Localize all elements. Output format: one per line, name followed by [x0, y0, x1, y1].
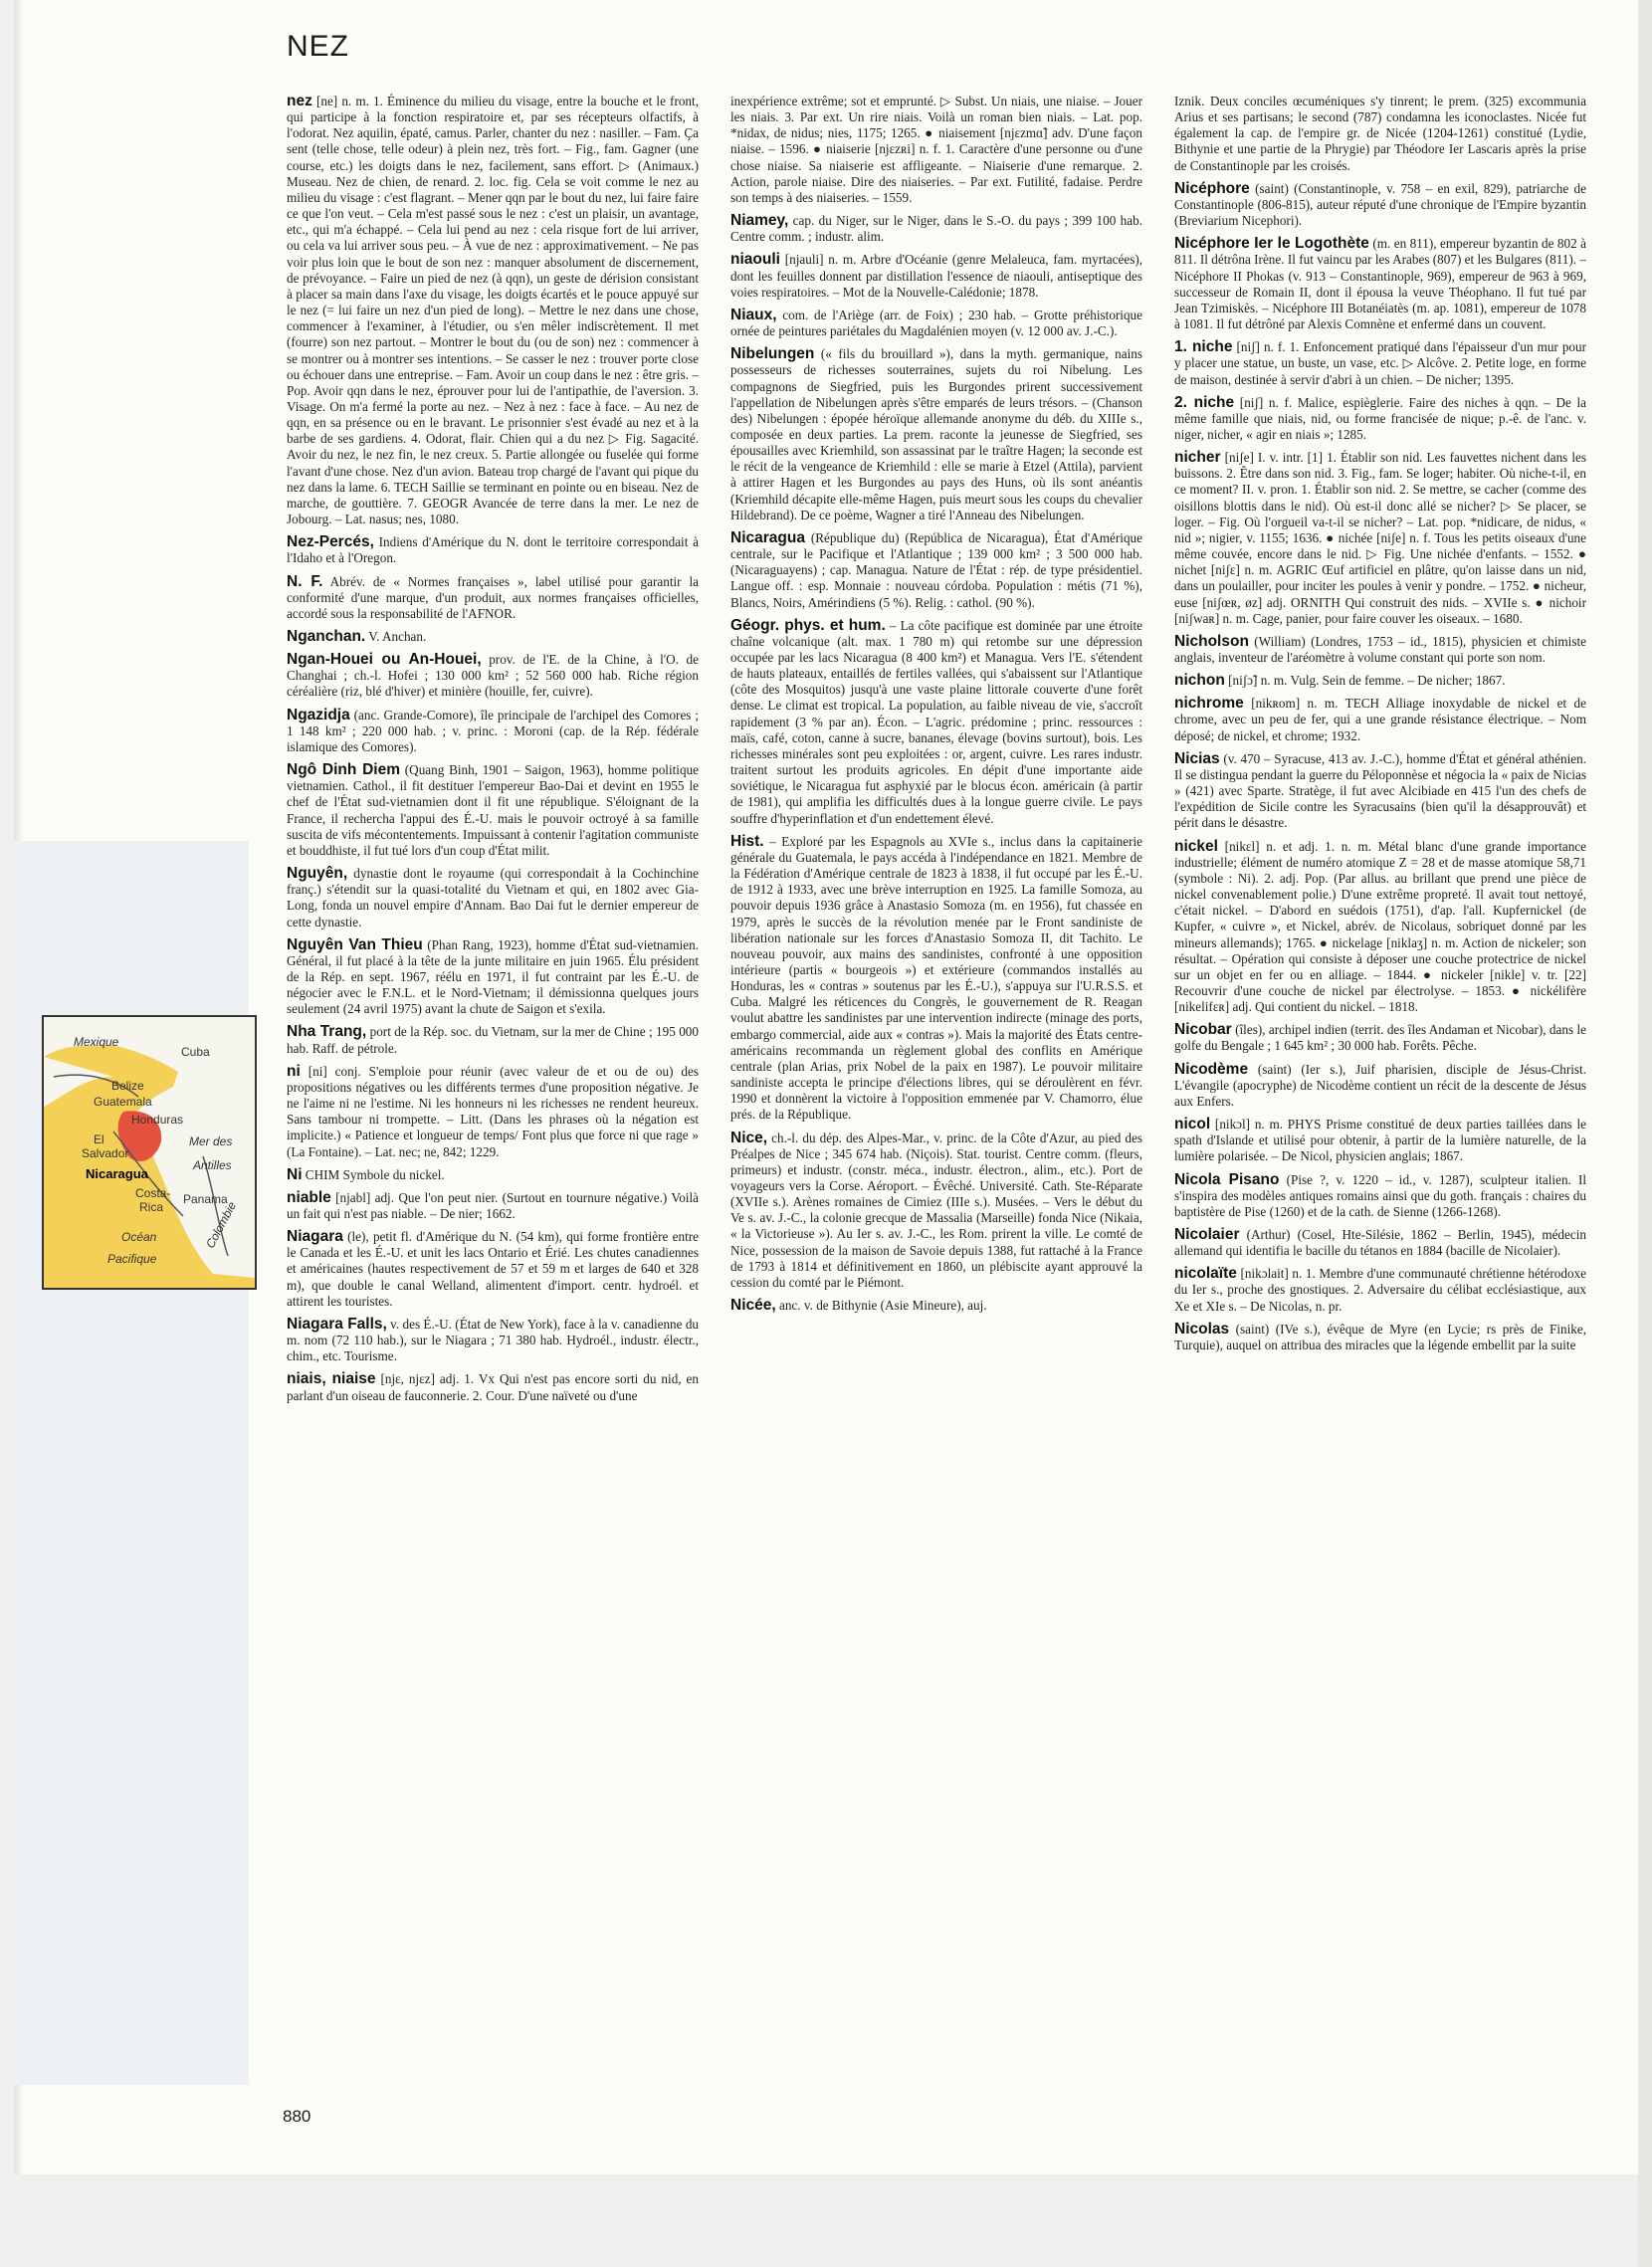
- entry-definition: [ni] conj. S'emploie pour réunir (avec valeur de et ou de ou) des propositions négatives ou les différents termes d'une proposition négative. Je ne l'aime ni ne l'estime. Ni les honneurs ni les richesses ne rendent heureux. Sans tambour ni trompette. – Litt. (Dans les phrases où la négation est implicite.) « Patience et longueur de temps/ Font plus que force ni que rage » (La Fontaine). – Lat. nec; ne, 842; 1229.: [287, 1063, 699, 1159]
- map-label-costa: Costa-: [135, 1186, 171, 1200]
- entry-definition: [niʃ] n. f. 1. Enfoncement pratiqué dans l'épaisseur d'un mur pour y placer une statue, un buste, un vase, etc. ▷ Alcôve. 2. Petite loge, en forme de maison, destinée à servir d'abri à un chien. – De nicher; 1395.: [1174, 339, 1586, 387]
- dictionary-entry: [1174, 94, 1586, 174]
- entry-definition: (saint) (Constantinople, v. 758 – en exil, 829), patriarche de Constantinople (806-815), auteur réputé d'une chronique de l'Empire byzantin (Breviarium Nicephori).: [1174, 180, 1586, 229]
- map-label-guatemala: Guatemala: [94, 1095, 152, 1109]
- entry-headword: nickel: [1174, 837, 1218, 855]
- entry-headword: niais, niaise: [287, 1370, 376, 1388]
- map-label-antilles: Antilles: [193, 1158, 232, 1172]
- map-label-salvador: Salvador: [82, 1146, 129, 1160]
- entry-definition: [nikɛl] n. et adj. 1. n. m. Métal blanc d'une grande importance industrielle; élément de numéro atomique Z = 28 et de masse atomique 58,71 (symbole : Ni). 2. adj. Pop. (Par allus. au brillant que prend une pièce de nickel convenablement polie.) D'une extrême propreté. Il avait tout nettoyé, c'était nickel. – D'abord en suédois (1751), d'ap. l'all. Kupfernickel (de Kupfer, « cuivre », et Nickel, abrév. de Nicolaus, sobriquet donné par les mineurs allemands); 1765. ● nickelage [niklaʒ] n. m. Action de nickeler; son résultat. – Opération qui consiste à déposer une couche protectrice de nickel sur un objet en fer ou en alliage. – 1844. ● nickeler [nikle] v. tr. [22] Recouvrir d'une couche de nickel par électrolyse. – 1853. ● nickélifère [nikelifɛʀ] adj. Qui contient du nickel. – 1818.: [1174, 838, 1586, 1015]
- entry-definition: (le), petit fl. d'Amérique du N. (54 km), qui forme frontière entre le Canada et les É.-U. et unit les lacs Ontario et Érié. Les chutes canadiennes et américaines (hautes respectivement de 57 et 59 m et larges de 640 et 328 m), que double le canal Welland, alimentent d'import. centr. hydroél. et attirent les touristes.: [287, 1229, 699, 1309]
- dictionary-entry: [730, 1131, 1142, 1292]
- dictionary-entry: [287, 708, 699, 755]
- column-1: [287, 94, 699, 2084]
- dictionary-entry: [287, 937, 699, 1018]
- entry-definition: [nikʀom] n. m. TECH Alliage inoxydable de nickel et de chrome, avec un peu de fer, qui a une grande résistance électrique. – Nom déposé; de nickel, et chrome; 1932.: [1174, 696, 1586, 743]
- entry-headword: Nicodème: [1174, 1060, 1249, 1078]
- entry-headword: niaouli: [730, 251, 780, 269]
- column-3: [1174, 94, 1586, 2084]
- dictionary-entry: [287, 762, 699, 859]
- page-edge: [1638, 0, 1652, 2267]
- entry-definition: CHIM Symbole du nickel.: [305, 1166, 445, 1182]
- dictionary-entry: [287, 652, 699, 700]
- entry-headword: Nha Trang,: [287, 1023, 367, 1041]
- entry-definition: v. des É.-U. (État de New York), face à la v. canadienne du m. nom (72 110 hab.), sur le Niagara ; 71 380 hab. Hydroél., industr. électr., chim., etc. Tourisme.: [287, 1316, 699, 1364]
- entry-headword: nicolaïte: [1174, 1265, 1237, 1283]
- entry-headword: Nicolas: [1174, 1320, 1230, 1338]
- page-number: 880: [283, 2107, 311, 2126]
- entry-headword: Nicéphore: [1174, 179, 1250, 197]
- dictionary-entry: [1174, 1117, 1586, 1164]
- entry-headword: Niaux,: [730, 306, 777, 323]
- dictionary-entry: [287, 1167, 699, 1183]
- entry-headword: nicol: [1174, 1116, 1211, 1134]
- entry-definition: anc. v. de Bithynie (Asie Mineure), auj.: [778, 1298, 987, 1314]
- entry-definition: [njauli] n. m. Arbre d'Océanie (genre Melaleuca, fam. myrtacées), dont les feuilles donnent par distillation l'essence de niaouli, antiseptique des voies respiratoires. – Mot de la Nouvelle-Calédonie; 1878.: [730, 252, 1142, 300]
- entry-headword: Niamey,: [730, 212, 789, 230]
- entry-definition: V. Anchan.: [368, 629, 427, 644]
- entry-headword: Hist.: [730, 832, 764, 850]
- entry-headword: nez: [287, 94, 312, 109]
- dictionary-entry: [730, 252, 1142, 300]
- entry-headword: Niagara: [287, 1228, 343, 1246]
- entry-definition: (m. en 811), empereur byzantin de 802 à 811. Il détrôna Irène. Il fut vaincu par les Arabes (807) et les Bulgares (811). – Nicéphore II Phokas (v. 913 – Constantinople, 969), empereur de 963 à 969, successeur de Romain II, dont il épousa la veuve Théophano. Il fut tué par Jean Tzimiskès. – Nicéphore III Botanéiatès (m. ap. 1081), empereur de 1078 à 1081. Il fut détrôné par Alexis Comnène et enfermé dans un couvent.: [1174, 236, 1586, 332]
- dictionary-entry: [287, 574, 699, 622]
- entry-definition: (Pise ?, v. 1220 – id., v. 1287), sculpteur italien. Il s'inspira des modèles antiques romains ainsi que du goth. français : chaires du baptistère de Pise (1260) et de la cath. de Sienne (1266-1268).: [1174, 1171, 1586, 1219]
- entry-headword: Géogr. phys. et hum.: [730, 616, 886, 634]
- entry-definition: cap. du Niger, sur le Niger, dans le S.-O. du pays ; 399 100 hab. Centre comm. ; industr. alim.: [730, 213, 1142, 245]
- entry-definition: (saint) (IVe s.), évêque de Myre (en Lycie; rs près de Finike, Turquie), auquel on attribua des miracles que la légende embellit par la suite: [1174, 1321, 1586, 1352]
- entry-definition: [nikɔlait] n. 1. Membre d'une communauté chrétienne hétérodoxe du Ier s., proche des gnostiques. 2. Adversaire du célibat ecclésiastique, aux Xe et XIe s. – De Nicolas, n. pr.: [1174, 1266, 1586, 1314]
- page-header: NEZ: [287, 30, 349, 63]
- entry-headword: Nicaragua: [730, 528, 805, 546]
- dictionary-entry: [1174, 751, 1586, 832]
- map-label-honduras: Honduras: [131, 1113, 184, 1127]
- dictionary-entry: [287, 1317, 699, 1364]
- map-label-panama: Panama: [183, 1192, 228, 1206]
- entry-definition: inexpérience extrême; sot et emprunté. ▷ Subst. Un niais, une niaise. – Jouer les niais. 3. Par ext. Un rire niais. Voilà un roman bien niais. – Lat. pop. *nidax, de nidus; nies, 1175; 1265. ● niaisement [njɛzmɑ̃] adv. D'une façon niaise. – 1596. ● niaiserie [njɛzʀi] n. f. 1. Caractère d'une personne ou d'une chose niaise. Sa niaiserie est affligeante. – Niaiserie d'une remarque. 2. Action, parole niaise. Dire des niaiseries. – Par ext. Futilité, fadaise. Perdre son temps à des niaiseries. – 1559.: [730, 94, 1142, 205]
- entry-definition: [ne] n. m. 1. Éminence du milieu du visage, entre la bouche et le front, qui participe à la fonction respiratoire et, par ses récepteurs olfactifs, à l'odorat. Nez aquilin, épaté, camus. Parler, chanter du nez : nasiller. – Fam. Ça sent (telle chose, telle odeur) à plein nez, très fort. – Fig., fam. Gagner (une course, etc.) les doigts dans le nez, facilement, sans effort. ▷ (Animaux.) Museau. Nez de chien, de renard. 2. loc. fig. Cela se voit comme le nez au milieu du visage : c'est flagrant. – Mener qqn par le bout du nez, lui faire faire ce que l'on veut. – Cela m'est passé sous le nez : c'est un plaisir, un avantage, etc., qui m'a échappé. – Cela lui pend au nez : cela risque fort de lui arriver, ou cela va lui arriver sous peu. – À vue de nez : approximativement. – Ne pas voir plus loin que le bout de son nez : manquer absolument de discernement, de prévoyance. – Faire un pied de nez (à qqn), un geste de dérision consistant à placer sa main dans l'axe du visage, les doigts écartés et le pouce appuyé sur le nez (= lui faire un nez d'un pied de long). – Mettre le nez dans une chose, commencer à l'examiner, à l'étudier, ou s'en mêler indiscrètement. Il met (fourre) son nez partout. – Montrer le bout du (ou de son) nez : commencer à se montrer ou à montrer ses intentions. – Se casser le nez : trouver porte close ou échouer dans une entreprise. – Fam. Avoir un coup dans le nez : être gris. – Pop. Avoir qqn dans le nez, éprouver pour lui de l'antipathie, de l'aversion. 3. Visage. On m'a fermé la porte au nez. – Nez à nez : face à face. – Au nez de qqn, en sa présence ou en le bravant. Le prisonnier s'est évadé au nez et à la barbe de ses gardiens. 4. Odorat, flair. Chien qui a du nez ▷ Fig. Sagacité. Avoir du nez, le nez fin, le nez creux. 5. Partie allongée ou fuselée qui forme l'avant d'une chose. Nez d'un avion. Bateau trop chargé de l'avant qui pique du nez dans la lame. 6. TECH Saillie se terminant en pointe ou en biseau. Nez de marche, de gouttière. 7. GEOGR Avancée de terre dans la mer. Le nez de Jobourg. – Lat. nasus; nes, 1080.: [287, 94, 699, 527]
- entry-headword: 2. niche: [1174, 393, 1235, 411]
- dictionary-entry: [1174, 1227, 1586, 1259]
- entry-headword: Nicée,: [730, 1297, 776, 1315]
- dictionary-entry: [1174, 634, 1586, 666]
- dictionary-entry: [730, 618, 1142, 827]
- entry-definition: (République du) (República de Nicaragua), État d'Amérique centrale, sur le Pacifique et l'Atlantique ; 139 000 km² ; 3 500 000 hab. (Nicaraguayens) ; cap. Managua. Nature de l'État : rép. de type présidentiel. Langue off. : esp. Monnaie : nouveau córdoba. Population : métis (71 %), Blancs, Noirs, Amérindiens (5 %). Relig. : cathol. (90 %).: [730, 529, 1142, 610]
- entry-definition: – Exploré par les Espagnols au XVIe s., inclus dans la capitainerie générale du Guatemala, le pays accéda à l'indépendance en 1821. Membre de la Fédération d'Amérique centrale de 1823 à 1838, il fut occupé par les É.-U. de 1912 à 1933, avec une brève interruption en 1925. La famille Somoza, au pouvoir depuis 1936 grâce à Anastasio Somoza (m. en 1956), fut chassée en 1979, après le succès de la révolution menée par le Front sandiniste de libération nationale sur les forces d'Anastasio Somoza II, dit Tachito. Le nouveau pouvoir, aux mains des sandinistes, confronté à une opposition intérieure (partis « bourgeois ») et extérieure (commandos installés au Honduras, les « contras » soutenus par les É.-U.), s'appuya sur l'U.R.S.S. et Cuba. Malgré les réticences du Congrès, le gouvernement de R. Reagan voulut abattre les sandinistes par une intervention indirecte (minage des ports, embargo commercial, aide aux « contras »). Mais la majorité des États centre-américains recommanda un règlement global des conflits en Amérique centrale (plan Arias, prix Nobel de la paix en 1987). Le pouvoir militaire sandiniste accepta le principe d'élections libres, qui se déroulèrent en févr. 1990 et donnèrent la victoire à l'opposition emmenée par V. Chamorro, élue prés. de la République.: [730, 833, 1142, 1123]
- entry-headword: Nez-Percés,: [287, 533, 374, 551]
- entry-headword: Nicobar: [1174, 1021, 1232, 1039]
- dictionary-entry: [1174, 1022, 1586, 1054]
- entry-headword: Nibelungen: [730, 345, 815, 363]
- dictionary-entry: [1174, 1266, 1586, 1314]
- entry-headword: N. F.: [287, 572, 323, 590]
- map-label-pacifique: Pacifique: [107, 1252, 157, 1266]
- dictionary-entry: [287, 866, 699, 930]
- entry-headword: Niagara Falls,: [287, 1315, 387, 1333]
- entry-headword: Nicéphore Ier le Logothète: [1174, 235, 1369, 253]
- dictionary-entry: [287, 1371, 699, 1403]
- dictionary-entry: [287, 1064, 699, 1160]
- dictionary-entry: [730, 213, 1142, 245]
- map-shapes: [44, 1017, 255, 1288]
- entry-definition: (îles), archipel indien (territ. des îles Andaman et Nicobar), dans le golfe du Bengale ; 1 645 km² ; 30 000 hab. Forêts. Pêche.: [1174, 1022, 1586, 1054]
- entry-headword: ni: [287, 1062, 301, 1080]
- entry-headword: Nguyên,: [287, 865, 348, 883]
- dictionary-entry: [1174, 395, 1586, 443]
- dictionary-entry: [287, 94, 699, 527]
- entry-definition: [njabl] adj. Que l'on peut nier. (Surtout en tournure négative.) Voilà un fait qui n'est pas niable. – De nier; 1662.: [287, 1189, 699, 1221]
- dictionary-entry: [730, 308, 1142, 339]
- dictionary-entry: [730, 346, 1142, 523]
- entry-definition: – La côte pacifique est dominée par une étroite chaîne volcanique (alt. max. 1 780 m) qui retombe sur une dépression occupée par les lacs Nicaragua (8 400 km²) et Managua. Vers l'E. s'étendent de hauts plateaux, entaillés de fertiles vallées, qui s'abaissent sur l'Atlantique (côte des Mosquitos) jusqu'à une vaste plaine littorale couverte d'une forêt dense. Le climat est tropical. La population, au faible niveau de vie, s'accroît rapidement (3 % par an). Écon. – L'agric. prédomine ; princ. ressources : maïs, café, coton, canne à sucre, bananes, élevage (bovins surtout), bois. Les richesses minérales sont peu exploitées : or, argent, cuivre. Les rares industr. traitent surtout les produits agricoles. En dépit d'une importante aide soviétique, le Nicaragua fut asphyxié par le blocus écon. américain (à partir de 1981), qui amplifia les difficultés dues à la longue guerre civile. Le pays souffre d'hyperinflation et d'un endettement élevé.: [730, 617, 1142, 826]
- entry-definition: Abrév. de « Normes françaises », label utilisé pour garantir la conformité d'une marque, d'un produit, aux normes françaises officielles, accordé sous la responsabilité de l'AFNOR.: [287, 573, 699, 621]
- entry-definition: (Arthur) (Cosel, Hte-Silésie, 1862 – Berlin, 1945), médecin allemand qui identifia le bacille du tétanos en 1884 (bacille de Nicolaier).: [1174, 1227, 1586, 1259]
- entry-headword: Ngazidja: [287, 706, 350, 723]
- map-label-rica: Rica: [139, 1200, 164, 1214]
- entry-definition: (Quang Binh, 1901 – Saigon, 1963), homme politique vietnamien. Cathol., il fit destituer l'empereur Bao-Dai et devint en 1955 le chef de l'État sud-vietnamien dont il fit une république. S'éloignant de la France, il rechercha l'appui des É.-U. mais le pouvoir octroyé à sa famille suscita de vifs mécontentements. Impuissant à contenir l'agitation communiste et bouddhiste, il fut tué lors d'un coup d'État milit.: [287, 762, 699, 858]
- map-label-ocean: Océan: [121, 1230, 157, 1244]
- entry-headword: Nganchan.: [287, 628, 366, 645]
- entry-definition: (anc. Grande-Comore), île principale de l'archipel des Comores ; 1 148 km² ; 220 000 hab. ; v. princ. : Moroni (cap. de la Rép. fédérale islamique des Comores).: [287, 707, 699, 754]
- dictionary-entry: [287, 1229, 699, 1310]
- dictionary-entry: [1174, 1322, 1586, 1353]
- dictionary-entry: [730, 94, 1142, 206]
- entry-definition: [njɛ, njɛz] adj. 1. Vx Qui n'est pas encore sorti du nid, en parlant d'un oiseau de fauconnerie. 2. Cour. D'une naïveté ou d'une: [287, 1371, 699, 1403]
- entry-headword: Nicola Pisano: [1174, 1170, 1280, 1188]
- entry-headword: Nice,: [730, 1129, 768, 1146]
- entry-definition: (Phan Rang, 1923), homme d'État sud-vietnamien. Général, il fut placé à la tête de la junte militaire en juin 1965. Élu président de la Rép. en sept. 1967, réélu en 1971, il fut contraint par les É.-U. de négocier avec le F.N.L. et le Nord-Vietnam; il démissionna quelques jours seulement (24 avril 1975) avant la chute de Saigon et s'exila.: [287, 936, 699, 1017]
- entry-definition: Iznik. Deux conciles œcuméniques s'y tinrent; le prem. (325) excommunia Arius et ses partisans; le second (787) condamna les iconoclastes. Nicée fut également la cap. de l'empire gr. de Nicée (1204-1261) constitué (Lydie, Bithynie et une partie de la Phrygie) par Théodore Ier Lascaris après la prise de Constantinople par les croisés.: [1174, 94, 1586, 173]
- entry-headword: Nguyên Van Thieu: [287, 935, 423, 953]
- entry-definition: [niʃɔ̃] n. m. Vulg. Sein de femme. – De nicher; 1867.: [1228, 673, 1506, 689]
- column-2: [730, 94, 1142, 2084]
- nicaragua-map: [42, 1015, 257, 1290]
- dictionary-entry: [1174, 1062, 1586, 1110]
- dictionary-entry: [1174, 339, 1586, 387]
- dictionary-entry: [1174, 450, 1586, 627]
- map-label-mer-des: Mer des: [189, 1134, 233, 1148]
- entry-definition: [niʃ] n. f. Malice, espièglerie. Faire des niches à qqn. – De la même famille que niais, nid, ou forme francisée de nique; p.-ê. de l'anc. v. niger, nicher, « agir en niais »; 1285.: [1174, 394, 1586, 442]
- map-label-belize: Belize: [111, 1079, 144, 1093]
- map-label-nicaragua: Nicaragua: [86, 1166, 148, 1181]
- entry-headword: nicher: [1174, 449, 1221, 467]
- entry-definition: (« fils du brouillard »), dans la myth. germanique, nains possesseurs de richesses souterraines, sujets du roi Nibelung. Les compagnons de Siegfried, puis les Burgondes prirent successivement l'appellation de Nibelungen après s'être emparés de leurs trésors. – (Chanson des) Nibelungen : épopée héroïque allemande anonyme du déb. du XIIIe s., composée en deux parties. La prem. raconte la jeunesse de Siegfried, ses épousailles avec Kriemhild, son assassinat par le traître Hagen; la seconde est le récit de la vengeance de Kriemhild : elle se marie à Etzel (Attila), parvient à attirer Hagen et les Burgondes au pays des Huns, où ils sont anéantis (Kriemhild décapite elle-même Hagen, puis meurt sous les coups du chevalier Hildebrand). De ce poème, Wagner a tiré l'Anneau des Nibelungen.: [730, 346, 1142, 522]
- entry-definition: port de la Rép. soc. du Vietnam, sur la mer de Chine ; 195 000 hab. Raff. de pétrole.: [287, 1024, 699, 1056]
- dictionary-entry: [287, 1024, 699, 1056]
- dictionary-entry: [730, 1298, 1142, 1314]
- entry-headword: nichrome: [1174, 695, 1244, 713]
- dictionary-entry: [1174, 673, 1586, 689]
- entry-headword: Ngan-Houei ou An-Houei,: [287, 651, 482, 669]
- entry-definition: com. de l'Ariège (arr. de Foix) ; 230 hab. – Grotte préhistorique ornée de peintures pariétales du Magdalénien moyen (v. 12 000 av. J.-C.).: [730, 307, 1142, 339]
- entry-definition: prov. de l'E. de la Chine, à l'O. de Changhai ; ch.-l. Hofei ; 130 000 km² ; 52 560 000 hab. Riche région céréalière (riz, blé d'hiver) et minière (houille, fer, cuivre).: [287, 652, 699, 700]
- entry-headword: Nicias: [1174, 749, 1220, 767]
- dictionary-entry: [730, 530, 1142, 611]
- entry-headword: 1. niche: [1174, 338, 1233, 356]
- entry-headword: niable: [287, 1188, 331, 1206]
- dictionary-entry: [730, 834, 1142, 1124]
- dictionary-entry: [1174, 696, 1586, 743]
- map-label-el: El: [94, 1133, 104, 1146]
- entry-definition: ch.-l. du dép. des Alpes-Mar., v. princ. de la Côte d'Azur, au pied des Préalpes de Nice ; 345 674 hab. (Niçois). Stat. tourist. Centre comm. (fleurs, primeurs) et industr. (constr. méca., industr. électron., alim., etc.). Port de voyageurs vers la Corse. Aéroport. – Évêché. Université. Cath. Ste-Réparate (XVIIe s.). Arènes romaines de Cimiez (IIIe s.). Musées. – Vers le début du Ve s. av. J.-C., la colonie grecque de Massalia (Marseille) fonda Nice (Nikaia, « la Victorieuse »). Au Ier s. av. J.-C., les Rom. prirent la ville. Le comté de Nice, possession de la maison de Savoie depuis 1388, fut rattaché à la France de 1793 à 1814 et définitivement en 1860, un plébiscite ayant approuvé la cession du comté par le Piémont.: [730, 1130, 1142, 1290]
- dictionary-entry: [1174, 839, 1586, 1016]
- entry-headword: Nicholson: [1174, 632, 1249, 650]
- dictionary-entry: [287, 534, 699, 566]
- entry-definition: (William) (Londres, 1753 – id., 1815), physicien et chimiste anglais, inventeur de l'aréomètre à volume constant qui porte son nom.: [1174, 633, 1586, 665]
- dictionary-entry: [287, 629, 699, 645]
- dictionary-entry: [1174, 236, 1586, 332]
- entry-definition: Indiens d'Amérique du N. dont le territoire correspondait à l'Idaho et à l'Oregon.: [287, 534, 699, 566]
- entry-definition: dynastie dont le royaume (qui correspondait à la Cochinchine franç.) s'étendit sur la quasi-totalité du Vietnam et qui, en 1802 avec Gia-Long, fonda un nouvel empire d'Annam. Bao Dai fut le dernier empereur de cette dynastie.: [287, 866, 699, 929]
- entry-definition: (v. 470 – Syracuse, 413 av. J.-C.), homme d'État et général athénien. Il se distingua pendant la guerre du Péloponnèse et négocia la « paix de Nicias » (421) avec Sparte. Stratège, il fut avec Alcibiade en 415 l'un des chefs de l'expédition de Sicile contre les Syracusains (bien qu'il la désapprouvât) et périt dans le désastre.: [1174, 750, 1586, 831]
- entry-definition: (saint) (Ier s.), Juif pharisien, disciple de Jésus-Christ. L'évangile (apocryphe) de Nicodème contient un récit de la descente de Jésus aux Enfers.: [1174, 1061, 1586, 1109]
- dictionary-entry: [1174, 1172, 1586, 1220]
- entry-definition: [niʃe] I. v. intr. [1] 1. Établir son nid. Les fauvettes nichent dans les buissons. 2. Être dans son nid. 3. Fig., fam. Se loger; habiter. Où niche-t-il, en ce moment? II. v. pron. 1. Établir son nid. 2. Se mettre, se cacher (comme des oisillons blottis dans le nid). Où est-il donc allé se nicher? ▷ Se placer, se loger. – Fig. Où l'orgueil va-t-il se nicher? – Lat. pop. *nidicare, de nidus, « nid »; nigier, v. 1155; 1636. ● nichée [niʃe] n. f. Tous les petits oiseaux d'une même couvée, encore dans le nid. ▷ Fig. Une nichée d'enfants. – 1552. ● nichet [niʃɛ] n. m. AGRIC Œuf artificiel en plâtre, qu'on laisse dans un nid, dans un poulailler, pour inciter les poules à venir y pondre. – 1752. ● nicheur, euse [niʃœʀ, øz] adj. ORNITH Qui construit des nids. – XVIIe s. ● nichoir [niʃwaʀ] n. m. Cage, panier, pour faire couver les oiseaux. – 1680.: [1174, 450, 1586, 626]
- entry-headword: nichon: [1174, 672, 1225, 690]
- map-label-mexique: Mexique: [74, 1035, 119, 1049]
- map-label-cuba: Cuba: [181, 1045, 210, 1059]
- dictionary-entry: [287, 1190, 699, 1222]
- entry-headword: Ngô Dinh Diem: [287, 761, 401, 779]
- entry-headword: Nicolaier: [1174, 1226, 1240, 1243]
- entry-definition: [nikɔl] n. m. PHYS Prisme constitué de deux parties taillées dans le spath d'Islande et utilisé pour obtenir, à partir de la lumière naturelle, de la lumière polarisée. – De Nicol, physicien anglais; 1867.: [1174, 1117, 1586, 1164]
- entry-headword: Ni: [287, 1165, 303, 1183]
- map-label-colombie: Colombie: [203, 1199, 240, 1251]
- dictionary-entry: [1174, 181, 1586, 229]
